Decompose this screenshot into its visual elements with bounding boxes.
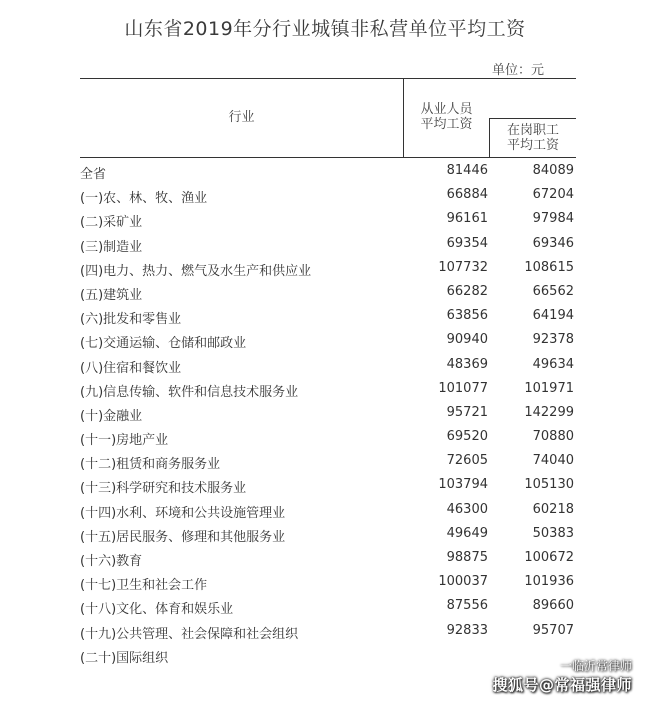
row-industry: 全省	[80, 167, 107, 182]
row-industry: (十一)房地产业	[80, 433, 169, 449]
row-all-staff-wage: 72605	[446, 453, 488, 469]
row-on-post-wage: 142299	[524, 404, 574, 420]
row-on-post-wage: 66562	[532, 283, 574, 299]
table-row	[80, 619, 576, 643]
row-on-post-wage: 84089	[532, 163, 574, 178]
watermark	[492, 657, 632, 695]
row-all-staff-wage: 101077	[438, 380, 488, 396]
row-industry: (十)金融业	[80, 408, 143, 424]
watermark-line2: 搜狐号@常福强律师	[492, 676, 632, 694]
row-all-staff-wage: 69354	[446, 235, 488, 251]
table-row	[80, 256, 576, 280]
row-industry: (二)采矿业	[80, 215, 143, 231]
table-row	[80, 473, 576, 497]
row-industry: (六)批发和零售业	[80, 312, 182, 328]
table-row	[80, 353, 576, 377]
table-row	[80, 232, 576, 256]
row-all-staff-wage: 81446	[446, 163, 488, 178]
table-row	[80, 546, 576, 570]
row-industry: (三)制造业	[80, 239, 143, 255]
row-all-staff-wage: 103794	[438, 477, 488, 493]
row-all-staff-wage: 98875	[446, 550, 488, 565]
watermark-line1: 一临沂常律师	[559, 659, 632, 673]
row-on-post-wage: 67204	[532, 187, 574, 203]
row-all-staff-wage: 96161	[446, 211, 488, 227]
row-on-post-wage: 74040	[532, 453, 574, 469]
row-all-staff-wage: 49649	[446, 525, 488, 541]
table-row	[80, 280, 576, 304]
row-all-staff-wage: 63856	[446, 308, 488, 324]
header-industry: 行业	[228, 110, 255, 125]
table-top-rule	[80, 78, 576, 79]
unit-label: 单位：元	[492, 63, 545, 78]
row-industry: (十二)租赁和商务服务业	[80, 457, 221, 473]
row-industry: (七)交通运输、仓储和邮政业	[80, 336, 247, 352]
table-row	[80, 449, 576, 473]
header-bottom-rule	[80, 157, 576, 158]
table-row	[80, 304, 576, 328]
subheader-rule	[489, 118, 576, 119]
table-row	[80, 425, 576, 449]
page-title: 山东省2019年分行业城镇非私营单位平均工资	[124, 18, 526, 40]
row-industry: (十九)公共管理、社会保障和社会组织	[80, 626, 299, 642]
row-industry: (十七)卫生和社会工作	[80, 578, 208, 594]
row-industry: (十六)教育	[80, 554, 143, 569]
table-row	[80, 377, 576, 401]
row-on-post-wage: 49634	[532, 356, 574, 372]
row-all-staff-wage: 87556	[446, 598, 488, 614]
table-row	[80, 328, 576, 352]
table-row	[80, 207, 576, 231]
row-all-staff-wage: 107732	[438, 259, 488, 275]
table-row	[80, 570, 576, 594]
data-table-body	[80, 159, 576, 667]
row-industry: (九)信息传输、软件和信息技术服务业	[80, 384, 299, 400]
row-all-staff-wage: 100037	[438, 574, 488, 590]
table-row	[80, 522, 576, 546]
header-on-post-line2: 平均工资	[506, 138, 559, 153]
row-all-staff-wage: 95721	[446, 404, 488, 420]
row-on-post-wage: 97984	[532, 211, 574, 227]
row-on-post-wage: 101971	[524, 380, 574, 396]
row-industry: (八)住宿和餐饮业	[80, 360, 182, 376]
row-all-staff-wage: 92833	[446, 622, 488, 638]
row-all-staff-wage: 46300	[446, 501, 488, 517]
row-on-post-wage: 64194	[532, 308, 574, 324]
row-on-post-wage: 69346	[532, 235, 574, 251]
table-row	[80, 159, 576, 183]
table-row	[80, 594, 576, 618]
row-all-staff-wage: 66884	[446, 187, 488, 203]
row-on-post-wage: 50383	[532, 525, 574, 541]
row-on-post-wage: 89660	[532, 598, 574, 614]
row-industry: (十四)水利、环境和公共设施管理业	[80, 505, 286, 521]
row-industry: (十八)文化、体育和娱乐业	[80, 602, 234, 618]
header-all-staff-line2: 平均工资	[420, 117, 473, 132]
row-all-staff-wage: 69520	[446, 429, 488, 445]
row-industry: (十五)居民服务、修理和其他服务业	[80, 529, 286, 545]
row-industry: (四)电力、热力、燃气及水生产和供应业	[80, 263, 312, 279]
row-industry: (二十)国际组织	[80, 650, 169, 666]
row-on-post-wage: 95707	[532, 622, 574, 638]
row-on-post-wage: 108615	[524, 259, 574, 275]
row-all-staff-wage: 90940	[446, 332, 488, 348]
row-industry: (五)建筑业	[80, 287, 143, 303]
row-on-post-wage: 105130	[524, 477, 574, 493]
row-on-post-wage: 92378	[532, 332, 574, 348]
table-row	[80, 401, 576, 425]
header-all-staff-line1: 从业人员	[420, 102, 473, 117]
header-on-post-line1: 在岗职工	[506, 123, 559, 138]
row-on-post-wage: 70880	[532, 429, 574, 445]
row-on-post-wage: 60218	[532, 501, 574, 517]
row-on-post-wage: 101936	[524, 574, 574, 590]
row-industry: (十三)科学研究和技术服务业	[80, 481, 247, 497]
table-row	[80, 498, 576, 522]
table-row	[80, 183, 576, 207]
row-all-staff-wage: 66282	[446, 283, 488, 299]
row-on-post-wage: 100672	[524, 550, 574, 565]
row-industry: (一)农、林、牧、渔业	[80, 191, 208, 207]
row-all-staff-wage: 48369	[446, 356, 488, 372]
